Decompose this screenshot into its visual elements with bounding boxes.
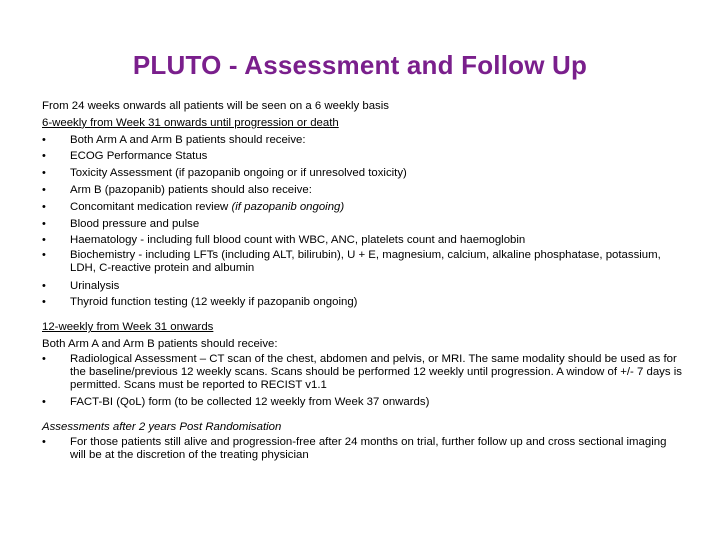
bullet-icon: •	[42, 217, 46, 230]
bullet-icon: •	[42, 435, 46, 448]
bullet-icon: •	[42, 234, 46, 247]
list-item: • Concomitant medication review (if pazopanib ongoing)	[42, 199, 682, 216]
list-item: • Toxicity Assessment (if pazopanib ongoing or if unresolved toxicity)	[42, 165, 682, 182]
bullet-icon: •	[42, 396, 46, 409]
list-item: • Blood pressure and pulse	[42, 216, 682, 233]
list-item: • Arm B (pazopanib) patients should also receive:	[42, 182, 682, 199]
list-item: • Urinalysis	[42, 278, 682, 295]
list-item: • ECOG Performance Status	[42, 148, 682, 165]
bullet-icon: •	[42, 150, 46, 163]
bullet-icon: •	[42, 296, 46, 309]
section2-intro: Both Arm A and Arm B patients should receive:	[42, 337, 278, 350]
section1-intro: From 24 weeks onwards all patients will be seen on a 6 weekly basis	[42, 100, 389, 112]
page-title: PLUTO - Assessment and Follow Up	[132, 50, 588, 80]
bullet-icon: •	[42, 200, 46, 213]
list-item: • FACT-BI (QoL) form (to be collected 12 weekly from Week 37 onwards)	[42, 394, 682, 411]
list-item: • Biochemistry - including LFTs (including ALT, bilirubin), U + E, magnesium, calcium, alkaline phosphatase, potassium, LDH, C-reactive protein and albumin	[42, 249, 661, 275]
list-item: • Thyroid function testing (12 weekly if pazopanib ongoing)	[42, 294, 682, 311]
section3-subheading: Assessments after 2 years Post Randomisation	[42, 421, 282, 434]
section1-subheading: 6-weekly from Week 31 onwards until progression or death	[42, 116, 339, 129]
list-item: • Radiological Assessment – CT scan of the chest, abdomen and pelvis, or MRI. The same modality should be used as for the baseline/previous 12 weekly scans. Scans should be performed 12 weekly until progression. A window of +/- 7 days is permitted. Scans must be reported to RECIST v1.1	[42, 352, 682, 392]
slide-body	[42, 98, 682, 464]
list-item: • Both Arm A and Arm B patients should receive:	[42, 132, 682, 149]
bullet-icon: •	[42, 183, 46, 196]
bullet-icon: •	[42, 133, 46, 146]
list-item: • Haematology - including full blood count with WBC, ANC, platelets count and haemoglobin	[42, 232, 682, 249]
bullet-icon: •	[42, 279, 46, 292]
bullet-icon: •	[42, 249, 46, 262]
list-item: • For those patients still alive and progression-free after 24 months on trial, further follow up and cross sectional imaging will be at the discretion of the treating physician	[42, 435, 667, 462]
bullet-icon: •	[42, 352, 46, 365]
bullet-icon: •	[42, 167, 46, 180]
section2-subheading: 12-weekly from Week 31 onwards	[42, 321, 214, 334]
